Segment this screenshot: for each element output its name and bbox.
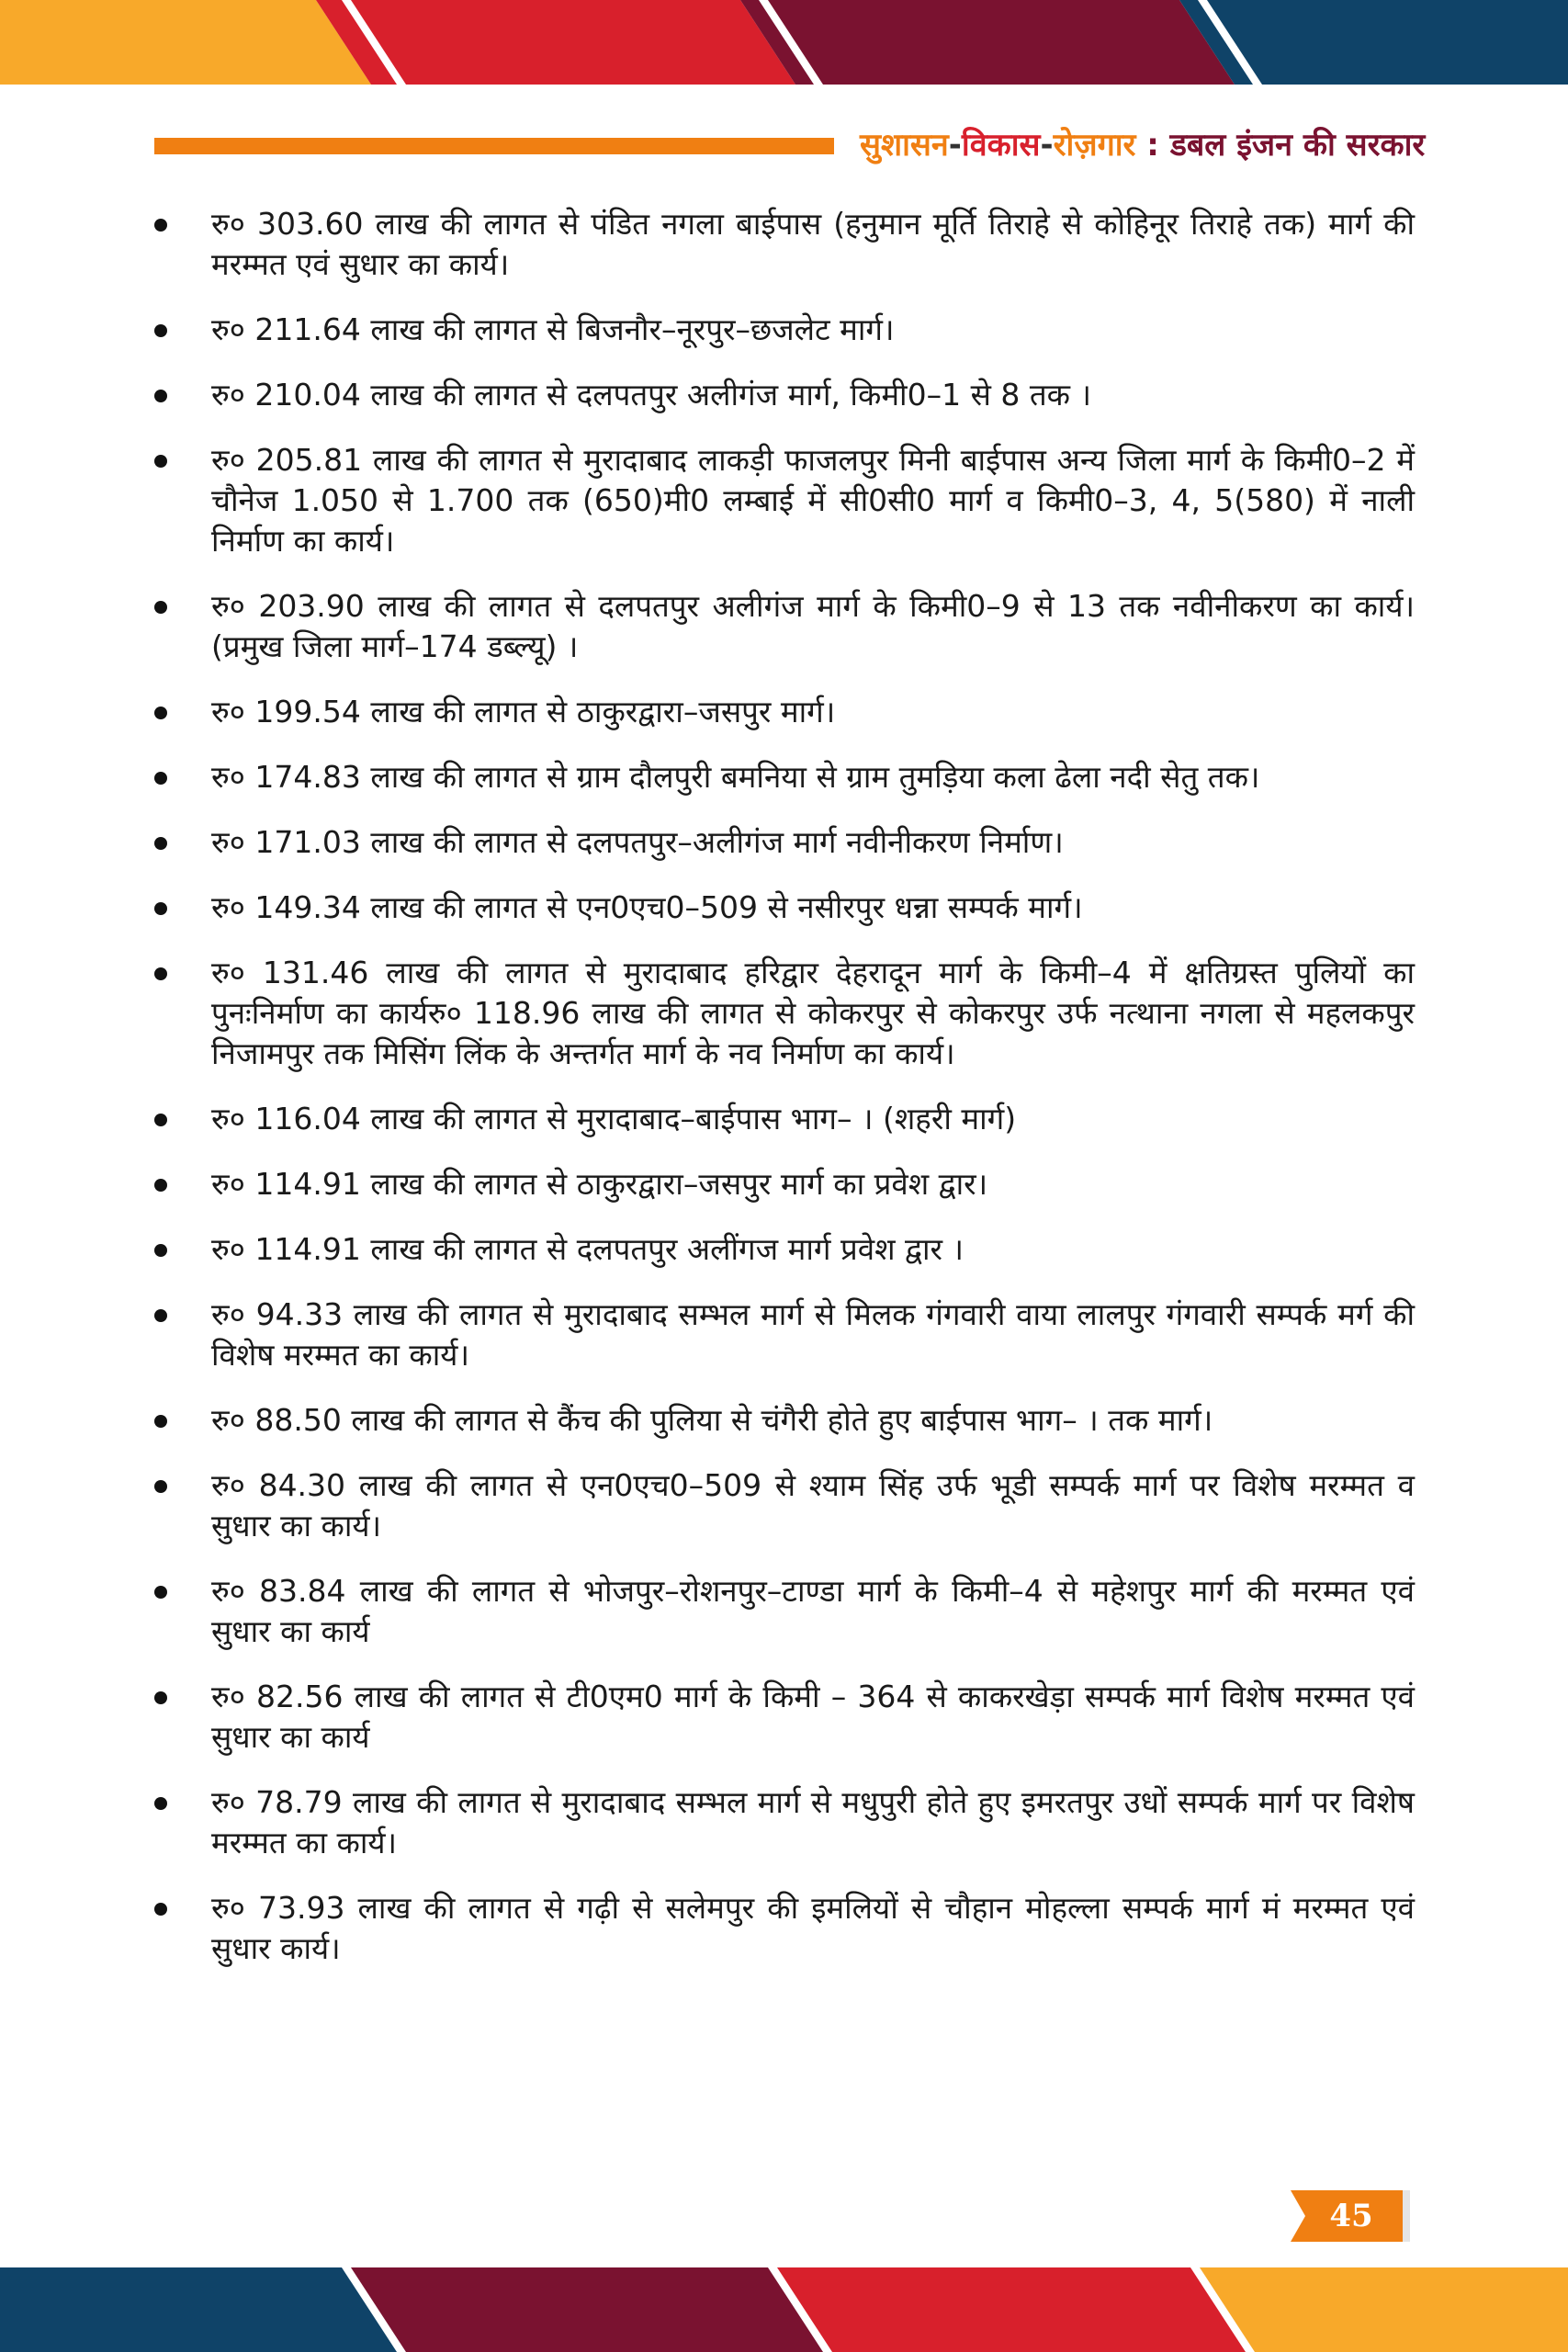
bullet-icon [154,1903,167,1916]
list-item-text: रु० 78.79 लाख की लागत से मुरादाबाद सम्भल मार्ग से मधुपुरी होते हुए इमरतपुर उधों सम्पर्क मार्ग पर विशेष मरम्मत का कार्य। [211,1784,1415,1860]
bullet-icon [154,390,167,402]
list-item-text: रु० 116.04 लाख की लागत से मुरादाबाद–बाईपास भाग– । (शहरी मार्ग) [211,1101,1017,1136]
bullet-icon [154,772,167,785]
page-number: 45 [1329,2198,1373,2234]
page-number-tab [1281,2190,1410,2242]
bullet-icon [154,455,167,468]
list-item [154,1782,1415,1863]
bullet-icon [154,1691,167,1704]
list-item [154,1677,1415,1758]
list-item-text: रु० 88.50 लाख की लागत से कैंच की पुलिया से चंगैरी होते हुए बाईपास भाग– । तक मार्ग। [211,1402,1213,1438]
list-item-text: रु० 94.33 लाख की लागत से मुरादाबाद सम्भल मार्ग से मिलक गंगवारी वाया लालपुर गंगवारी सम्पर्क मर्ग की विशेष मरम्मत का कार्य। [211,1296,1415,1373]
bullet-icon [154,219,167,232]
bullet-icon [154,1797,167,1810]
list-item [154,692,1415,732]
header-title-part-3: रोज़गार [1053,127,1136,164]
header-title-separator-2: - [1040,127,1054,164]
bullet-icon [154,1244,167,1257]
bullet-icon [154,902,167,915]
list-item-text: रु० 211.64 लाख की लागत से बिजनौर–नूरपुर–छजलेट मार्ग। [211,311,895,347]
list-item [154,1400,1415,1441]
bullet-icon [154,1480,167,1493]
list-item-text: रु० 210.04 लाख की लागत से दलपतपुर अलीगंज मार्ग, किमी0–1 से 8 तक । [211,377,1092,413]
list-item [154,310,1415,350]
list-item [154,1465,1415,1546]
bullet-icon [154,1179,167,1192]
list-item [154,375,1415,415]
bullet-icon [154,1114,167,1126]
list-item [154,1164,1415,1204]
bullet-icon [154,837,167,850]
header-title [860,123,1426,167]
list-item-text: रु० 203.90 लाख की लागत से दलपतपुर अलीगंज मार्ग के किमी0–9 से 13 तक नवीनीकरण का कार्य। (प्रमुख जिला मार्ग–174 डब्ल्यू) । [211,588,1415,664]
header-title-part-4: : डबल इंजन की सरकार [1135,127,1426,164]
list-item-text: रु० 131.46 लाख की लागत से मुरादाबाद हरिद्वार देहरादून मार्ग के किमी–4 में क्षतिग्रस्त पुलियों का पुनःनिर्माण का कार्यरु० 118.96 लाख की लागत से कोकरपुर से कोकरपुर उर्फ नत्थाना नगला से महलकपुर निजामपुर तक मिसिंग लिंक के अन्तर्गत मार्ग के नव निर्माण का कार्य। [211,955,1415,1071]
bullet-icon [154,967,167,980]
top-band-yellow [0,0,371,85]
header-title-part-1: सुशासन [860,127,949,164]
list-item-text: रु० 205.81 लाख की लागत से मुरादाबाद लाकड़ी फाजलपुर मिनी बाईपास अन्य जिला मार्ग के किमी0–2 में चौनेज 1.050 से 1.700 तक (650)मी0 लम्बाई में सी0सी0 मार्ग व किमी0–3, 4, 5(580) में नाली निर्माण का कार्य। [211,442,1415,559]
list-item [154,586,1415,667]
list-item-text: रु० 73.93 लाख की लागत से गढ़ी से सलेमपुर की इमलियों से चौहान मोहल्ला सम्पर्क मार्ग मं मरम्मत एवं सुधार कार्य। [211,1890,1415,1966]
list-item-text: रु० 84.30 लाख की लागत से एन0एच0–509 से श्याम सिंह उर्फ भूडी सम्पर्क मार्ग पर विशेष मरम्मत व सुधार का कार्य। [211,1467,1415,1544]
list-item [154,1295,1415,1375]
bottom-band-yellow [1194,2267,1568,2352]
header-rule [154,138,834,154]
top-band-red [316,0,795,85]
list-item-text: रु० 174.83 लाख की लागत से ग्राम दौलपुरी बमनिया से ग्राम तुमड़िया कला ढेला नदी सेतु तक। [211,759,1260,795]
list-item-text: रु० 303.60 लाख की लागत से पंडित नगला बाईपास (हनुमान मूर्ति तिराहे से कोहिनूर तिराहे तक) मार्ग की मरम्मत एवं सुधार का कार्य। [211,206,1415,282]
bottom-band-red [772,2267,1249,2352]
list-item [154,822,1415,863]
list-item-text: रु० 171.03 लाख की लागत से दलपतपुर–अलीगंज मार्ग नवीनीकरण निर्माण। [211,824,1064,860]
list-item [154,440,1415,561]
list-item-text: रु० 82.56 लाख की लागत से टी0एम0 मार्ग के किमी – 364 से काकरखेड़ा सम्पर्क मार्ग विशेष मरम्मत एवं सुधार का कार्य [211,1679,1415,1755]
bottom-band-maroon [345,2267,827,2352]
bottom-decorative-band [0,2267,1568,2352]
list-item-text: रु० 83.84 लाख की लागत से भोजपुर–रोशनपुर–टाण्डा मार्ग के किमी–4 से महेशपुर मार्ग की मरम्मत एवं सुधार का कार्य [211,1573,1415,1649]
page-number-tab-edge [1403,2190,1410,2242]
top-band-navy [1179,0,1568,85]
list-item [154,204,1415,285]
header-title-part-2: विकास [961,127,1041,164]
bullet-icon [154,324,167,337]
bullet-icon [154,707,167,719]
list-item [154,953,1415,1074]
bullet-icon [154,1309,167,1322]
list-item [154,1888,1415,1969]
bullet-icon [154,1586,167,1599]
list-item [154,1229,1415,1270]
list-item [154,757,1415,797]
top-decorative-band [0,0,1568,85]
list-item-text: रु० 199.54 लाख की लागत से ठाकुरद्वारा–जसपुर मार्ग। [211,694,836,729]
list-item-text: रु० 149.34 लाख की लागत से एन0एच0–509 से नसीरपुर धन्ना सम्पर्क मार्ग। [211,889,1083,925]
bullet-icon [154,601,167,614]
list-item [154,888,1415,928]
list-item-text: रु० 114.91 लाख की लागत से दलपतपुर अलींगज मार्ग प्रवेश द्वार । [211,1231,964,1267]
list-item [154,1099,1415,1139]
bullet-icon [154,1415,167,1428]
list-item [154,1571,1415,1652]
project-bullet-list [154,204,1415,1994]
header-title-separator-1: - [948,127,962,164]
bottom-band-navy [0,2267,400,2352]
list-item-text: रु० 114.91 लाख की लागत से ठाकुरद्वारा–जसपुर मार्ग का प्रवेश द्वार। [211,1166,988,1202]
